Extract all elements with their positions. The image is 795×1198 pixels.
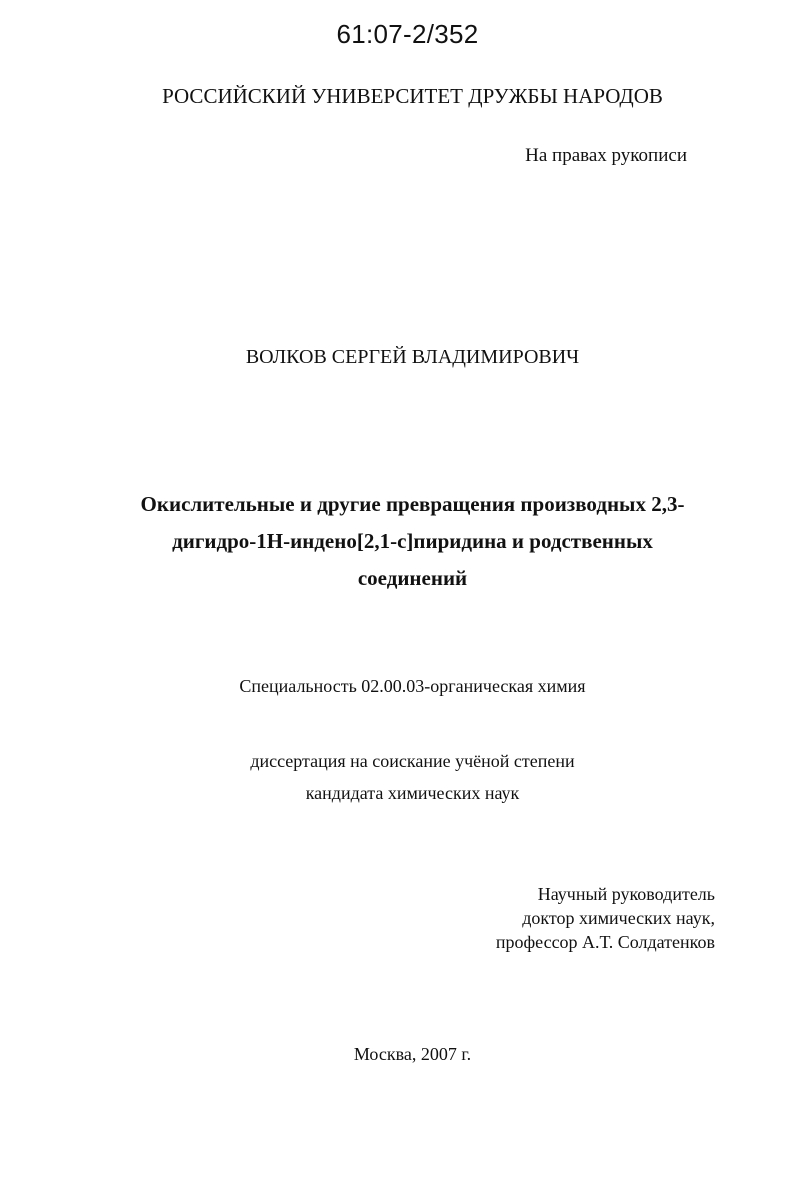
specialty: Специальность 02.00.03-органическая химия (239, 676, 586, 696)
supervisor-degree: доктор химических наук, (522, 908, 715, 928)
title-line-2: дигидро-1Н-индено[2,1-с]пиридина и родственных (172, 529, 653, 553)
dissertation-title (0, 486, 795, 597)
place-and-year: Москва, 2007 г. (353, 1044, 472, 1064)
supervisor-name: профессор А.Т. Солдатенков (495, 932, 715, 952)
degree-line-1: диссертация на соискание учёной степени (250, 751, 575, 771)
title-line-3: соединений (357, 566, 468, 590)
degree-statement (0, 745, 795, 809)
university-name: РОССИЙСКИЙ УНИВЕРСИТЕТ ДРУЖБЫ НАРОДОВ (162, 84, 663, 108)
author-name: ВОЛКОВ СЕРГЕЙ ВЛАДИМИРОВИЧ (245, 346, 580, 368)
rights-note: На правах рукописи (525, 145, 687, 166)
supervisor-role: Научный руководитель (537, 884, 715, 904)
degree-line-2: кандидата химических наук (305, 783, 520, 803)
title-line-1: Окислительные и другие превращения производных 2,3- (140, 492, 685, 516)
archive-stamp: 61:07-2/352 (336, 19, 479, 49)
supervisor-block (496, 882, 715, 954)
